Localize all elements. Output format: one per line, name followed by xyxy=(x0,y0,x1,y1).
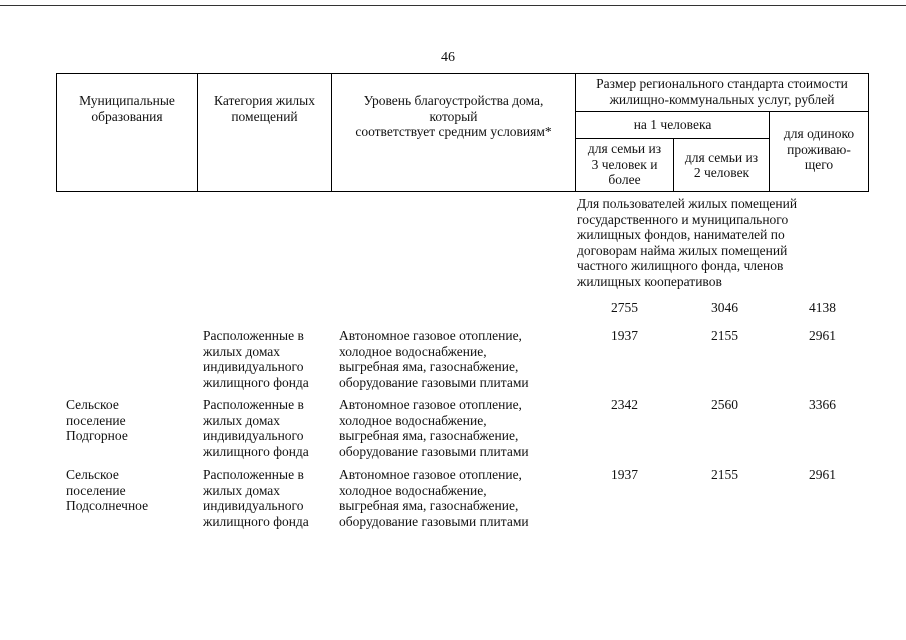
row-category: Расположенные в жилых домах индивидуального жилищного фонда xyxy=(203,467,309,529)
row-value-single: 3366 xyxy=(809,397,836,412)
row-municipality: Сельское поселение Подгорное xyxy=(66,397,128,443)
row-value-family3: 1937 xyxy=(611,467,638,482)
row-amenity: Автономное газовое отопление, холодное водоснабжение, выгребная яма, газоснабжение, оборудование газовыми плитами xyxy=(339,397,529,459)
row-amenity: Автономное газовое отопление, холодное водоснабжение, выгребная яма, газоснабжение, оборудование газовыми плитами xyxy=(339,328,529,390)
row-municipality: Сельское поселение Подсолнечное xyxy=(66,467,149,513)
group-value-family3: 2755 xyxy=(611,300,638,315)
row-value-single: 2961 xyxy=(809,328,836,343)
header-municipality: Муниципальные образования xyxy=(57,74,198,192)
row-value-family3: 1937 xyxy=(611,328,638,343)
header-table xyxy=(56,73,869,192)
row-value-family2: 2155 xyxy=(711,328,738,343)
header-amenity-level: Уровень благоустройства дома, который соответствует средним условиям* xyxy=(332,74,576,192)
row-value-family2: 2155 xyxy=(711,467,738,482)
group-value-family2: 3046 xyxy=(711,300,738,315)
row-value-single: 2961 xyxy=(809,467,836,482)
header-category: Категория жилых помещений xyxy=(198,74,332,192)
header-family-2: для семьи из 2 человек xyxy=(674,139,770,192)
header-standard-size: Размер регионального стандарта стоимости жилищно-коммунальных услуг, рублей xyxy=(576,74,869,112)
header-family-3: для семьи из 3 человек и более xyxy=(576,139,674,192)
row-value-family2: 2560 xyxy=(711,397,738,412)
row-value-family3: 2342 xyxy=(611,397,638,412)
header-single-person: для одиноко проживаю- щего xyxy=(770,112,869,192)
row-category: Расположенные в жилых домах индивидуального жилищного фонда xyxy=(203,328,309,390)
top-border-line xyxy=(0,5,906,6)
group-note: Для пользователей жилых помещений государственного и муниципального жилищных фондов, нанимателей по договорам найма жилых помещений частного жилищного фонда, членов жилищных кооперативов xyxy=(577,196,798,289)
page-number: 46 xyxy=(441,50,455,65)
header-per-person: на 1 человека xyxy=(576,112,770,139)
row-amenity: Автономное газовое отопление, холодное водоснабжение, выгребная яма, газоснабжение, оборудование газовыми плитами xyxy=(339,467,529,529)
row-category: Расположенные в жилых домах индивидуального жилищного фонда xyxy=(203,397,309,459)
group-value-single: 4138 xyxy=(809,300,836,315)
